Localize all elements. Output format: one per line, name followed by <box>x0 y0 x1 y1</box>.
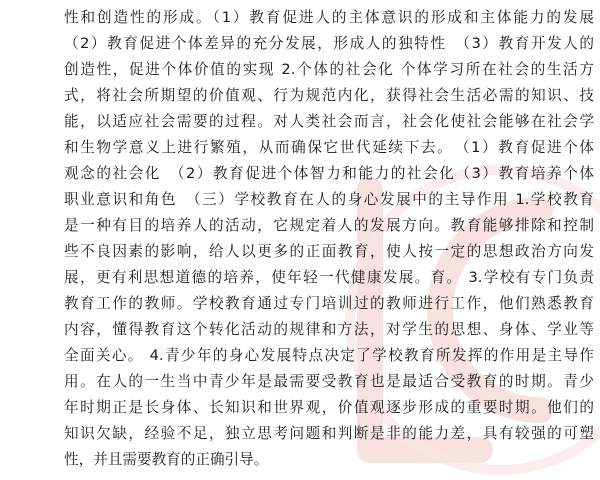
text-line: 年时期正是长身体、长知识和世界观，价值观逐步形成的重要时期。他们的 <box>64 399 594 416</box>
text-line: 内容，懂得教育这个转化活动的规律和方法，对学生的思想、身体、学业等 <box>64 321 594 338</box>
text-line: （2）教育促进个体差异的充分发展，形成人的独特性 （3）教育开发人的 <box>64 35 594 52</box>
text-line: 和生物学意义上进行繁殖，从而确保它世代延续下去。 （1）教育促进个体 <box>64 139 594 156</box>
text-line: 教育工作的教师。学校教育通过专门培训过的教师进行工作，他们熟悉教育 <box>64 295 594 312</box>
text-line: 式，将社会所期望的价值观、行为规范内化，获得社会生活必需的知识、技 <box>64 87 594 104</box>
text-line: 职业意识和角色 （三）学校教育在人的身心发展中的主导作用 1.学校教育 <box>64 191 594 208</box>
text-line: 全面关心。 4.青少年的身心发展特点决定了学校教育所发挥的作用是主导作 <box>64 347 594 364</box>
text-line: 是一种有目的培养人的活动，它规定着人的发展方向。教育能够排除和控制 <box>64 217 594 234</box>
text-line: 性和创造性的形成。（1）教育促进人的主体意识的形成和主体能力的发展 <box>64 9 594 26</box>
text-line: 知识欠缺，经验不足，独立思考问题和判断是非的能力差，具有较强的可塑 <box>64 425 594 442</box>
text-line: 展，更有利思想道德的培养，使年轻一代健康发展。育。 3.学校有专门负责 <box>64 269 594 286</box>
text-line: 观念的社会化 （2）教育促进个体智力和能力的社会化（3）教育培养个体 <box>64 165 594 182</box>
text-line: 性，并且需要教育的正确引导。 <box>64 451 269 468</box>
text-line: 用。在人的一生当中青少年是最需要受教育也是最适合受教育的时期。青少 <box>64 373 594 390</box>
text-line: 些不良因素的影响，给人以更多的正面教育，使人按一定的思想政治方向发 <box>64 243 594 260</box>
text-line: 创造性，促进个体价值的实现 2.个体的社会化 个体学习所在社会的生活方 <box>64 61 594 78</box>
text-line: 能，以适应社会需要的过程。对人类社会而言，社会化使社会能够在社会学 <box>64 113 594 130</box>
